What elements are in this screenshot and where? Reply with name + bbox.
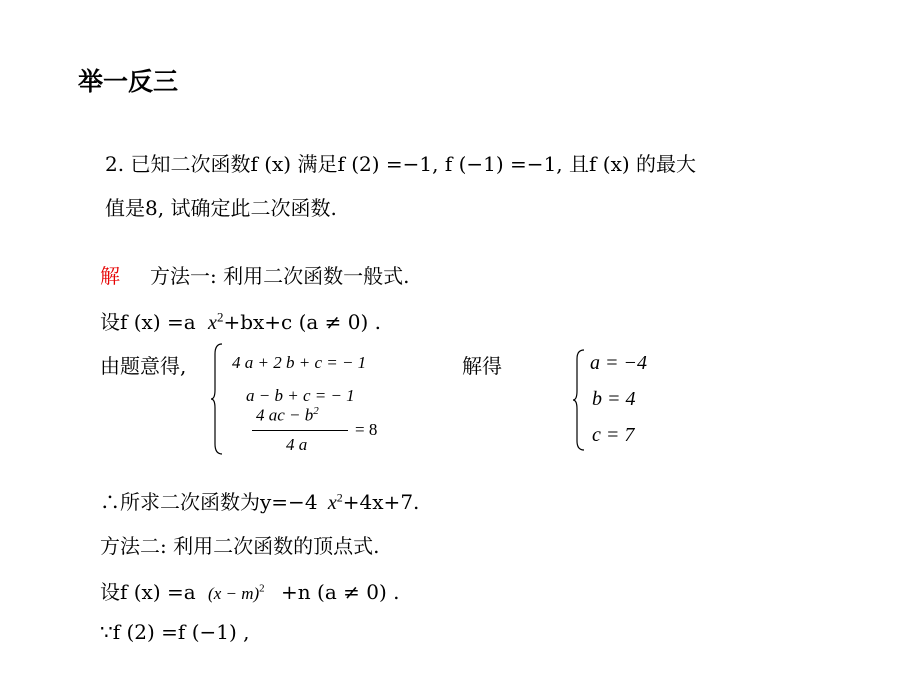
set-general-form: [100, 306, 381, 335]
given-conditions-label: 由题意得,: [100, 354, 187, 378]
set1-exponent: 2: [216, 309, 224, 325]
eq3-numerator-text: 4 ac − b: [256, 405, 314, 425]
problem-line-1: 2. 已知二次函数f (x) 满足f (2) =−1, f (−1) =−1, 且f (x) 的最大: [105, 152, 697, 176]
conclusion-prefix: ∴所求二次函数为y=−4: [100, 490, 318, 514]
fraction-bar: [252, 430, 348, 431]
method-two-heading: 方法二: 利用二次函数的顶点式.: [100, 534, 380, 558]
result-c: c = 7: [592, 424, 635, 446]
eq3-numerator-exponent: 2: [313, 405, 319, 417]
conclusion-line: [100, 486, 419, 515]
method-one-heading: 方法一: 利用二次函数一般式.: [150, 264, 410, 288]
equation-3-denominator: 4 a: [286, 435, 308, 454]
set2-prefix: 设f (x) =a: [100, 580, 196, 604]
equation-2: a − b + c = − 1: [246, 386, 355, 405]
result-a: a = −4: [590, 352, 647, 374]
result-b: b = 4: [592, 388, 636, 410]
set2-suffix: +n (a ≠ 0) .: [281, 580, 400, 604]
conclusion-variable: x: [327, 492, 337, 514]
set1-suffix: +bx+c (a ≠ 0) .: [223, 310, 382, 334]
set-vertex-form: [100, 576, 399, 605]
set1-prefix: 设f (x) =a: [100, 310, 196, 334]
conclusion-suffix: +4x+7.: [342, 490, 420, 514]
set2-exponent: 2: [259, 582, 265, 595]
solution-label: 解: [100, 264, 120, 288]
page-title: 举一反三: [78, 67, 179, 96]
equation-1: 4 a + 2 b + c = − 1: [232, 353, 367, 372]
equation-3-rhs: = 8: [355, 420, 378, 439]
solve-label: 解得: [462, 354, 502, 378]
result-left-brace: [572, 348, 588, 452]
equation-3-numerator: [256, 405, 319, 426]
problem-line-2: 值是8, 试确定此二次函数.: [105, 196, 337, 220]
set1-variable: x: [208, 312, 217, 334]
system-left-brace: [210, 342, 226, 456]
because-line: ∵f (2) =f (−1) ,: [100, 620, 250, 644]
conclusion-exponent: 2: [336, 490, 343, 505]
set2-paren: (x − m): [208, 584, 260, 603]
